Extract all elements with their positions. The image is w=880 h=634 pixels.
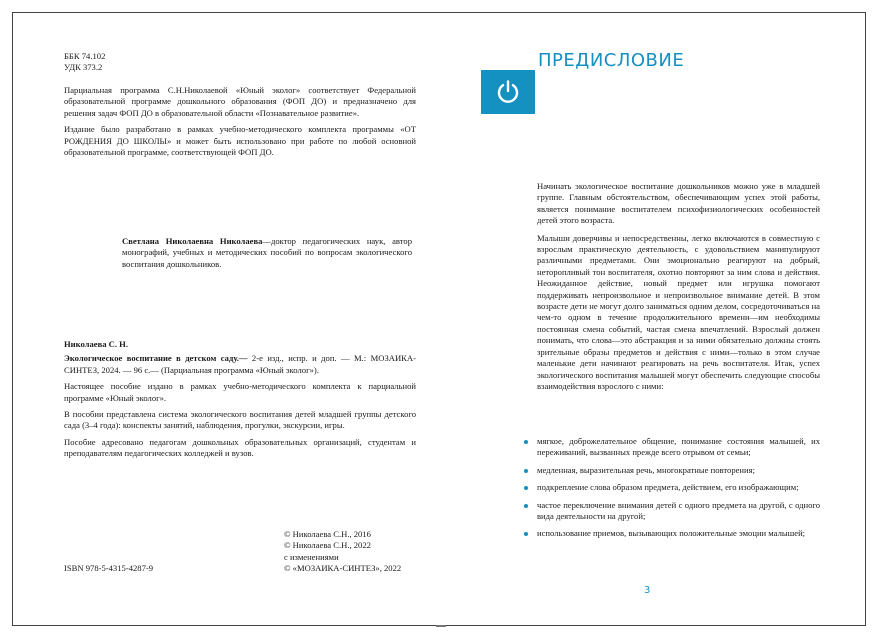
list-item: медленная, выразительная речь, многократные повторения; [537,465,820,476]
biblio-paragraph: Настоящее пособие издано в рамках учебно-методического комплекта к парциальной программе «Юный эколог». [64,381,416,403]
author-name: Светлана Николаевна Николаева [122,236,263,246]
copyright-line: © Николаева С.Н., 2016 [284,529,371,539]
copyright-line: с изменениями [284,551,339,562]
author-description: —доктор педагогических наук, автор монографий, учебных и методических пособий по вопросам экологического воспитания дошкольников. [122,236,412,269]
copyright-line: © «МОЗАИКА-СИНТЕЗ», 2022 [284,563,402,574]
copyright-block [284,529,401,575]
biblio-title: Экологическое воспитание в детском саду.— [64,353,248,364]
page-number: 3 [644,585,651,596]
gutter-mark [436,625,446,627]
author-bio [122,236,412,270]
udk-code: УДК 373.2 [64,62,103,73]
copyright-line: © Николаева С.Н., 2022 [284,540,371,551]
abstract-paragraph: Парциальная программа С.Н.Николаевой «Юный эколог» соответствует Федеральной образовательной программе дошкольного образования (ФОП ДО) и предназначено для решения задач ФОП ДО в образовательной области «Познавательное развитие». [64,85,416,118]
section-title: ПРЕДИСЛОВИЕ [538,50,685,71]
power-icon [481,70,535,114]
program-abstract [64,85,416,163]
isbn: ISBN 978-5-4315-4287-9 [64,563,154,573]
left-page [12,12,439,626]
list-item: частое переключение внимания детей с одного предмета на другой, с одного вида деятельности на другой; [537,499,820,522]
biblio-paragraph: В пособии представлена система экологического воспитания детей младшей группы детского сада (3–4 года): конспекты занятий, наблюдения, прогулки, экскурсии, игры. [64,409,416,431]
biblio-paragraph: Пособие адресовано педагогам дошкольных образовательных организаций, студентам и преподавателям педагогических колледжей и вузов. [64,436,416,459]
list-item: мягкое, доброжелательное общение, понимание состояния малышей, их переживаний, вызванных прежде всего отрывом от семьи; [537,436,820,458]
classification-codes [64,51,105,74]
right-page [439,12,866,626]
preface-paragraph: Начинать экологическое воспитание дошкольников можно уже в младшей группе. Главным обстоятельством, обеспечивающим успех этой работы, является понимание воспитателем психофизиологических особенностей детей этого возраста. [537,181,820,226]
list-item: использование приемов, вызывающих положительные эмоции малышей; [537,528,820,539]
list-item: подкрепление слова образом предмета, действием, его изображающим; [537,482,820,493]
bibliographic-record [64,339,416,465]
preface-body [537,181,820,398]
biblio-citation [64,353,416,376]
abstract-paragraph: Издание было разработано в рамках учебно-методического комплекта программы «ОТ РОЖДЕНИЯ ДО ШКОЛЫ» и может быть использовано при работе по любой основной образовательной программе, соответствующей ФОП ДО. [64,124,416,158]
bbk-code: ББК 74.102 [64,51,106,61]
biblio-author: Николаева С. Н. [64,339,129,349]
preface-paragraph: Малыши доверчивы и непосредственны, легко включаются в совместную с взрослым практическую деятельность, с удовольствием манипулируют различными предметами. Они эмоционально реагируют на добрый, неторопливый тон воспитателя, охотно повторяют за ним слова и действия. Неожиданное действие, новый предмет или игрушка помогают поддерживать непроизвольное и непроизвольное внимание детей. В этом возрасте дети не могут долго заниматься одним делом, сосредоточиваться на чем-то одном в течение продолжительного времени—им необходимы постоянная смена событий, частая смена впечатлений. Взрослый должен понимать, что слова—это абстракция и за ними обязательно должны стоять зрительные образы предметов и действия с ними—только в этом случае маленькие дети начинают реагировать на речь воспитателя. Итак, успех экологического воспитания малышей могут обеспечить следующие способы взаимодействия взрослого с ними: [537,232,820,391]
biblio-details: 2-е изд., испр. и доп. — М.: МОЗАИКА-СИНТЕЗ, 2024. — 96 с.— (Парциальная программа «Юный эколог»). [64,353,416,375]
methods-list [537,436,820,546]
author-bio-text [122,236,412,270]
